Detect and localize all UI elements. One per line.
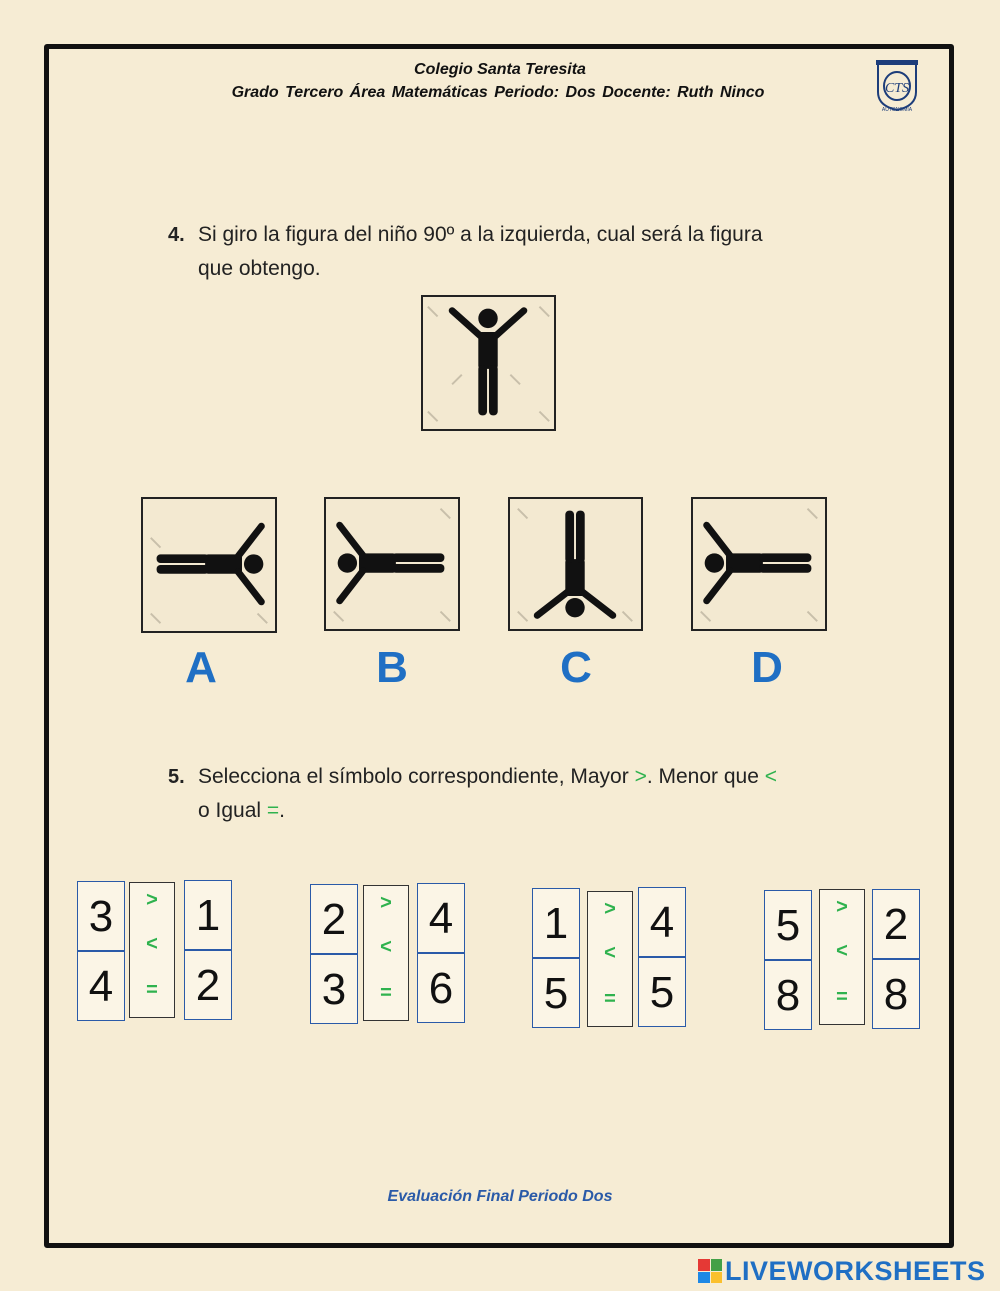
fraction-2-left-denominator: 3 bbox=[310, 954, 358, 1024]
option-b-label[interactable]: B bbox=[376, 643, 408, 692]
fraction-1-left-numerator: 3 bbox=[77, 881, 125, 951]
option-b-figure[interactable] bbox=[324, 497, 460, 631]
question-5-line1: Selecciona el símbolo correspondiente, Mayor >. Menor que < bbox=[198, 765, 777, 788]
fraction-1-right-denominator: 2 bbox=[184, 950, 232, 1020]
question-4-line2: que obtengo. bbox=[198, 257, 321, 280]
svg-text:AUTONOMIA: AUTONOMIA bbox=[881, 107, 913, 113]
less-than-option[interactable]: < bbox=[604, 942, 616, 964]
brand-name: LIVEWORKSHEETS bbox=[725, 1255, 986, 1286]
liveworksheets-logo-icon bbox=[698, 1259, 722, 1283]
fraction-3-left-numerator: 1 bbox=[532, 888, 580, 958]
fraction-3-left-denominator: 5 bbox=[532, 958, 580, 1028]
svg-text:CTS: CTS bbox=[884, 81, 910, 96]
fraction-4-right-denominator: 8 bbox=[872, 959, 920, 1029]
fraction-4-left-numerator: 5 bbox=[764, 890, 812, 960]
less-than-option[interactable]: < bbox=[380, 936, 392, 958]
symbol-choices-4 bbox=[819, 889, 865, 1025]
option-d-label[interactable]: D bbox=[751, 643, 783, 692]
less-than-option[interactable]: < bbox=[836, 940, 848, 962]
fraction-1-left-denominator: 4 bbox=[77, 951, 125, 1021]
greater-than-option[interactable]: > bbox=[380, 892, 392, 914]
greater-than-option[interactable]: > bbox=[146, 889, 158, 911]
fraction-4-right-numerator: 2 bbox=[872, 889, 920, 959]
option-a-label[interactable]: A bbox=[185, 643, 217, 692]
school-logo bbox=[868, 56, 926, 114]
equal-option[interactable]: = bbox=[604, 988, 616, 1010]
fraction-2-left-numerator: 2 bbox=[310, 884, 358, 954]
footer-title: Evaluación Final Periodo Dos bbox=[387, 1188, 613, 1205]
fraction-4-left-denominator: 8 bbox=[764, 960, 812, 1030]
symbol-choices-3 bbox=[587, 891, 633, 1027]
course-details: Grado Tercero Área Matemáticas Periodo: Dos Docente: Ruth Ninco bbox=[231, 84, 765, 101]
option-c-label[interactable]: C bbox=[560, 643, 592, 692]
greater-than-option[interactable]: > bbox=[836, 896, 848, 918]
fraction-3-right-numerator: 4 bbox=[638, 887, 686, 957]
equal-option[interactable]: = bbox=[146, 979, 158, 1001]
symbol-choices-2 bbox=[363, 885, 409, 1021]
question-4-number: 4. bbox=[168, 224, 185, 246]
school-name: Colegio Santa Teresita bbox=[414, 61, 586, 78]
symbol-choices-1 bbox=[129, 882, 175, 1018]
question-5-line2: o Igual =. bbox=[198, 799, 285, 822]
question-4-line1: Si giro la figura del niño 90º a la izquierda, cual será la figura bbox=[198, 223, 763, 246]
option-c-figure[interactable] bbox=[508, 497, 643, 631]
original-figure bbox=[421, 295, 556, 431]
fraction-1-right-numerator: 1 bbox=[184, 880, 232, 950]
liveworksheets-brand[interactable] bbox=[698, 1256, 986, 1286]
fraction-3-right-denominator: 5 bbox=[638, 957, 686, 1027]
equal-option[interactable]: = bbox=[380, 982, 392, 1004]
less-than-option[interactable]: < bbox=[146, 933, 158, 955]
fraction-2-right-denominator: 6 bbox=[417, 953, 465, 1023]
greater-than-option[interactable]: > bbox=[604, 898, 616, 920]
fraction-2-right-numerator: 4 bbox=[417, 883, 465, 953]
equal-option[interactable]: = bbox=[836, 986, 848, 1008]
option-d-figure[interactable] bbox=[691, 497, 827, 631]
question-5-number: 5. bbox=[168, 766, 185, 788]
option-a-figure[interactable] bbox=[141, 497, 277, 633]
